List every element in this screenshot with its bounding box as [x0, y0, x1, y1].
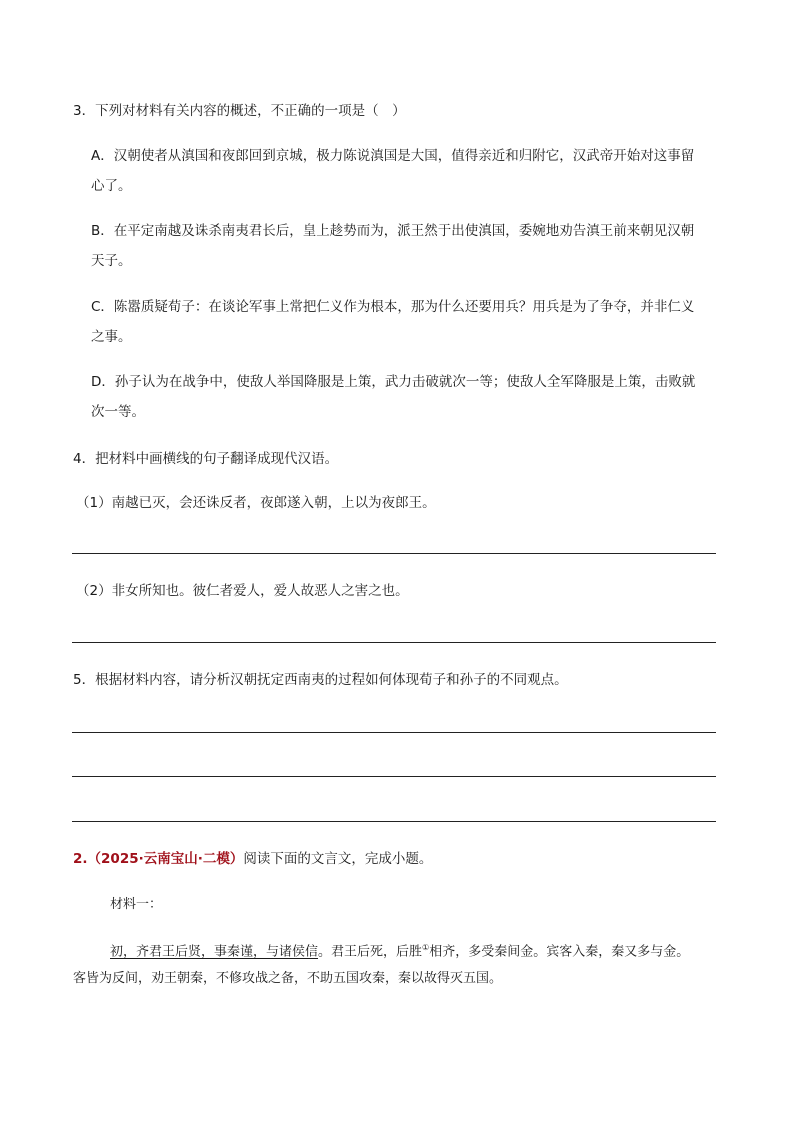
underlined-sentence: 初，齐君王后贤，事秦谨，与诸侯信	[110, 944, 319, 960]
q3-option-d-line1: D．孙子认为在战争中，使敌人举国降服是上策，武力击破就次一等；使敌人全军降服是上策，击败就	[91, 374, 696, 390]
q3-option-b-line2: 天子。	[91, 253, 132, 269]
passage-number: 2.	[73, 851, 88, 867]
q4-item-1: （1）南越已灭，会还诛反者，夜郎遂入朝，上以为夜郎王。	[76, 495, 436, 511]
q4-item-2: （2）非女所知也。彼仁者爱人，爱人故恶人之害之也。	[76, 583, 409, 599]
answer-line[interactable]	[72, 776, 716, 777]
material-text-line1	[110, 939, 689, 961]
q3-option-a-line1: A．汉朝使者从滇国和夜郎回到京城，极力陈说滇国是大国，值得亲近和归附它，汉武帝开始对这事留	[91, 148, 695, 164]
q3-option-a-line2: 心了。	[91, 178, 132, 194]
material-text-line2: 客皆为反间，劝王朝秦，不修攻战之备，不助五国攻秦，秦以故得灭五国。	[73, 971, 503, 986]
material-text: 。君王后死，后胜	[318, 944, 423, 960]
material-text: 相齐，多受秦间金。宾客入秦，秦又多与金。	[429, 944, 690, 960]
passage-2-heading	[73, 850, 432, 868]
footnote-marker: ①	[422, 943, 430, 952]
passage-instruction: 阅读下面的文言文，完成小题。	[243, 851, 433, 867]
q3-stem: 3．下列对材料有关内容的概述，不正确的一项是（ ）	[73, 103, 406, 119]
q3-option-c-line1: C．陈嚣质疑荀子：在谈论军事上常把仁义作为根本，那为什么还要用兵？用兵是为了争夺，并非仁义	[91, 299, 695, 315]
q5-stem: 5．根据材料内容，请分析汉朝抚定西南夷的过程如何体现荀子和孙子的不同观点。	[73, 672, 568, 688]
passage-source: （2025·云南宝山·二模）	[87, 851, 244, 867]
q3-option-c-line2: 之事。	[91, 329, 132, 345]
answer-line[interactable]	[72, 642, 716, 643]
q3-option-d-line2: 次一等。	[91, 404, 145, 420]
q3-option-b-line1: B．在平定南越及诛杀南夷君长后，皇上趁势而为，派王然于出使滇国，委婉地劝告滇王前来朝见汉朝	[91, 223, 695, 239]
answer-line[interactable]	[72, 732, 716, 733]
answer-line[interactable]	[72, 821, 716, 822]
material-label: 材料一：	[110, 897, 163, 912]
q4-stem: 4．把材料中画横线的句子翻译成现代汉语。	[73, 451, 339, 467]
answer-line[interactable]	[72, 553, 716, 554]
